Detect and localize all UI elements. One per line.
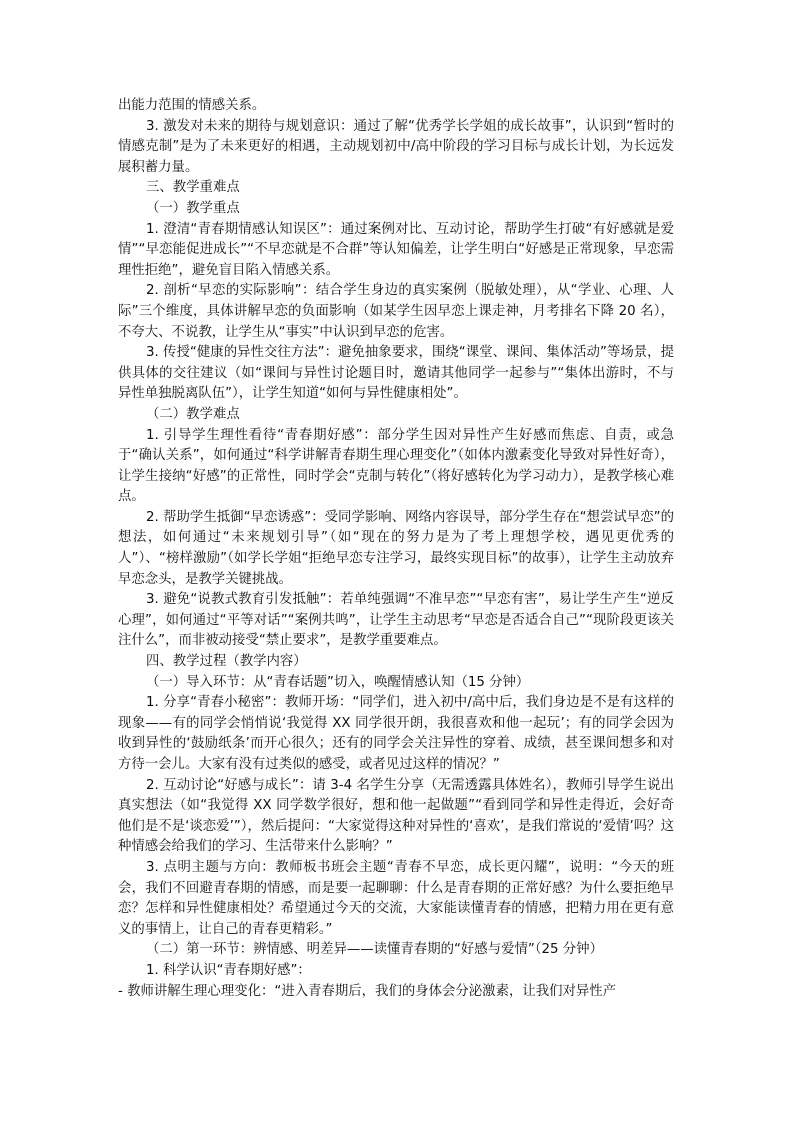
objective-3-paragraph: 3. 激发对未来的期待与规划意识：通过了解“优秀学长学姐的成长故事”，认识到“暂时的情感克制”是为了未来更好的相遇，主动规划初中/高中阶段的学习目标与成长计划，为长远发展积蓄力量。: [118, 118, 674, 175]
document-body: [118, 96, 674, 1002]
key-point-2-paragraph: 2. 剖析“早恋的实际影响”：结合学生身边的真实案例（脱敏处理），从“学业、心理、人际”三个维度，具体讲解早恋的负面影响（如某学生因早恋上课走神，月考排名下降 20 名），不夸大、不说教，让学生从“事实”中认识到早恋的危害。: [118, 283, 674, 340]
section-heading-key-difficult-points: 三、教学重难点: [146, 180, 240, 196]
first-segment-item-1: 1. 科学认识“青春期好感”：: [146, 962, 311, 978]
key-point-3-paragraph: 3. 传授“健康的异性交往方法”：避免抽象要求，围绕“课堂、课间、集体活动”等场景，提供具体的交往建议（如“课间与异性讨论题目时，邀请其他同学一起参与”“集体出游时，不与异性单独脱离队伍”），让学生知道“如何与异性健康相处”。: [118, 345, 674, 402]
subheading-difficult-points: （二）教学难点: [146, 406, 240, 422]
intro-step-3-paragraph: 3. 点明主题与方向：教师板书班会主题“青春不早恋，成长更闪耀”，说明：“今天的班会，我们不回避青春期的情感，而是要一起聊聊：什么是青春期的正常好感？为什么要拒绝早恋？怎样和异性健康相处？希望通过今天的交流，大家能读懂青春的情感，把精力用在更有意义的事情上，让自己的青春更精彩。”: [118, 859, 674, 937]
intro-step-1-paragraph: 1. 分享“青春小秘密”：教师开场：“同学们，进入初中/高中后，我们身边是不是有这样的现象——有的同学会悄悄说‘我觉得 XX 同学很开朗，我很喜欢和他一起玩’；有的同学会因为收到异性的‘鼓励纸条’而开心很久；还有的同学会关注异性的穿着、成绩，甚至课间想多和对方待一会儿。大家有没有过类似的感受，或者见过这样的情况？”: [118, 695, 674, 772]
subheading-key-points: （一）教学重点: [146, 200, 240, 216]
subheading-first-segment: （二）第一环节：辨情感、明差异——读懂青春期的“好感与爱情”（25 分钟）: [146, 942, 603, 958]
subheading-introduction: （一）导入环节：从“青春话题”切入，唤醒情感认知（15 分钟）: [146, 674, 530, 690]
section-heading-teaching-process: 四、教学过程（教学内容）: [146, 654, 307, 670]
difficult-point-3-paragraph: 3. 避免“说教式教育引发抵触”：若单纯强调“不准早恋”“早恋有害”，易让学生产生“逆反心理”，如何通过“平等对话”“案例共鸣”，让学生主动思考“早恋是否适合自己”“现阶段更该关注什么”，而非被动接受“禁止要求”，是教学重要难点。: [118, 592, 674, 649]
difficult-point-1-paragraph: 1. 引导学生理性看待“青春期好感”：部分学生因对异性产生好感而焦虑、自责，或急于“确认关系”，如何通过“科学讲解青春期生理心理变化”（如体内激素变化导致对异性好奇），让学生接纳“好感”的正常性，同时学会“克制与转化”（将好感转化为学习动力），是教学核心难点。: [118, 427, 674, 505]
difficult-point-2-paragraph: 2. 帮助学生抵御“早恋诱惑”：受同学影响、网络内容误导，部分学生存在“想尝试早恋”的想法，如何通过“未来规划引导”（如“现在的努力是为了考上理想学校，遇见更优秀的人”）、“榜样激励”（如学长学姐“拒绝早恋专注学习，最终实现目标”的故事），让学生主动放弃早恋念头，是教学关键挑战。: [118, 509, 674, 587]
key-point-1-paragraph: 1. 澄清“青春期情感认知误区”：通过案例对比、互动讨论，帮助学生打破“有好感就是爱情”“早恋能促进成长”“不早恋就是不合群”等认知偏差，让学生明白“好感是正常现象，早恋需理性拒绝”，避免盲目陷入情感关系。: [118, 221, 674, 278]
intro-step-2-paragraph: 2. 互动讨论“好感与成长”：请 3-4 名学生分享（无需透露具体姓名），教师引导学生说出真实想法（如“我觉得 XX 同学数学很好，想和他一起做题”“看到同学和异性走得近，会好奇他们是不是‘谈恋爱’”），然后提问：“大家觉得这种对异性的‘喜欢’，是我们常说的‘爱情’吗？这种情感会给我们的学习、生活带来什么影响？”: [118, 777, 674, 855]
paragraph-continuation: 出能力范围的情感关系。: [118, 98, 266, 113]
first-segment-bullet: - 教师讲解生理心理变化：“进入青春期后，我们的身体会分泌激素，让我们对异性产: [118, 983, 617, 999]
